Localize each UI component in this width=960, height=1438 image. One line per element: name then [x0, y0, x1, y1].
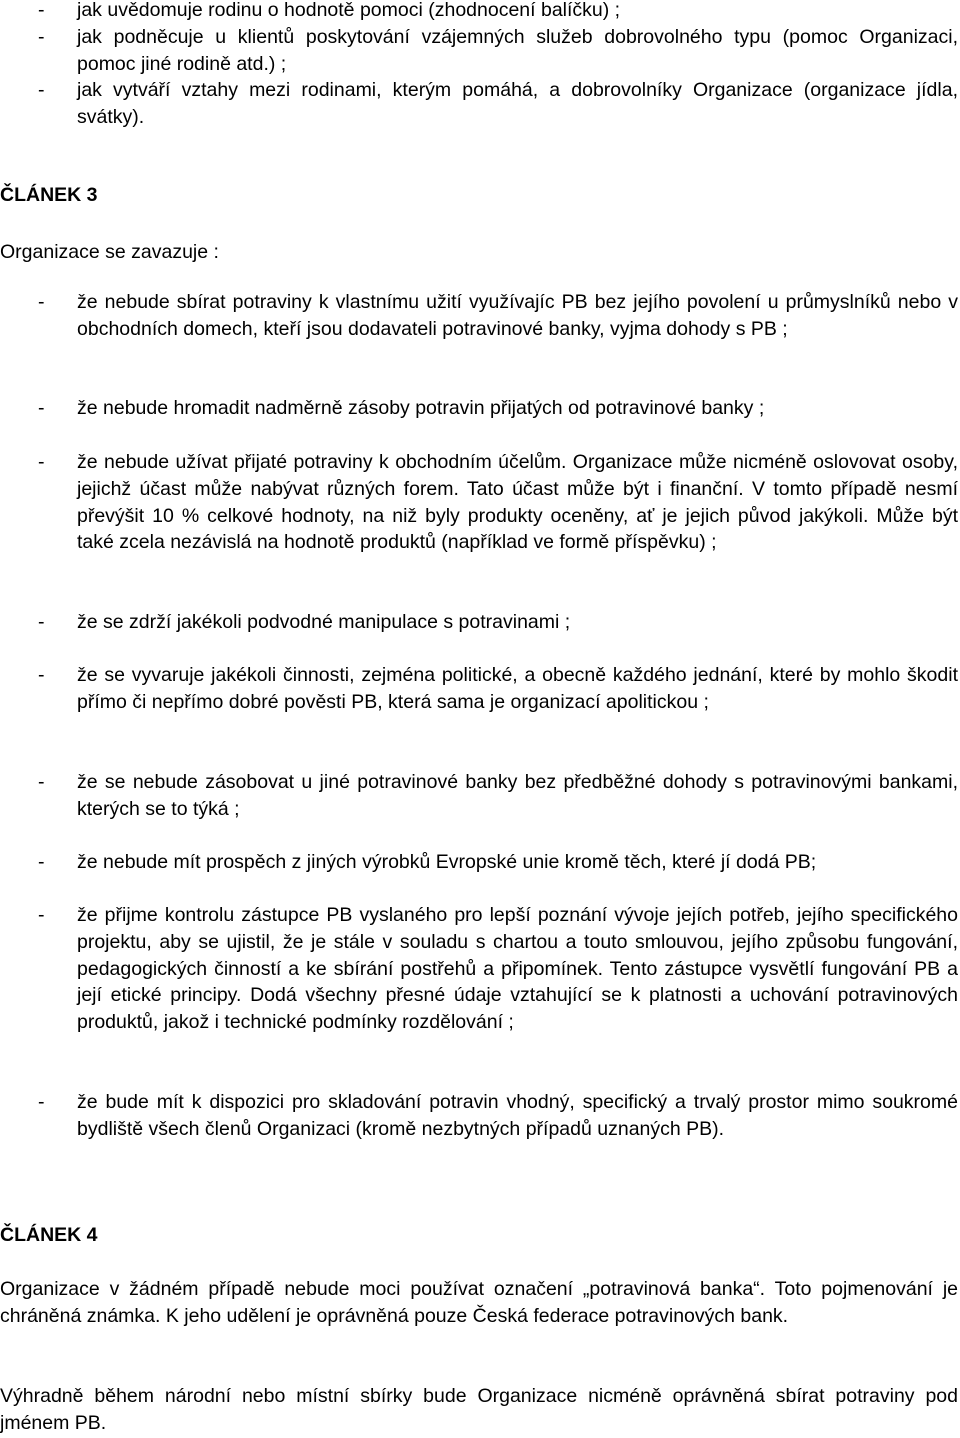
- list-item-text: že se nebude zásobovat u jiné potravinové banky bez předběžné dohody s potravinovými bankami, kterých se to týká ;: [77, 771, 958, 820]
- list-item: [0, 24, 958, 78]
- list-dash: -: [38, 771, 45, 793]
- list-dash: -: [38, 25, 45, 48]
- list-dash: -: [38, 611, 45, 633]
- list-item-text: že nebude sbírat potraviny k vlastnímu užití využívajíc PB bez jejího povolení u průmyslníků nebo v obchodních domech, kteří jsou dodavateli potravinové banky, vyjma dohody s PB ;: [77, 291, 958, 340]
- article-3-intro: Organizace se zavazuje :: [0, 241, 219, 263]
- list-dash: -: [38, 1091, 45, 1113]
- article-3-item: [0, 395, 958, 422]
- list-dash: -: [38, 291, 45, 313]
- article-3-item: [0, 1089, 958, 1143]
- article-3-item: [0, 449, 958, 556]
- list-item-text: jak podněcuje u klientů poskytování vzájemných služeb dobrovolného typu (pomoc Organizaci, pomoc jiné rodině atd.) ;: [77, 25, 958, 75]
- list-dash: -: [38, 664, 45, 686]
- list-item-text: že bude mít k dispozici pro skladování potravin vhodný, specifický a trvalý prostor mimo soukromé bydliště všech členů Organizaci (kromě nezbytných případů uznaných PB).: [77, 1091, 958, 1140]
- list-dash: -: [38, 851, 45, 873]
- list-dash: -: [38, 397, 45, 419]
- list-dash: -: [38, 79, 45, 102]
- list-item-text: jak vytváří vztahy mezi rodinami, kterým pomáhá, a dobrovolníky Organizace (organizace jídla, svátky).: [77, 79, 958, 129]
- list-item-text: že se zdrží jakékoli podvodné manipulace s potravinami ;: [77, 611, 571, 633]
- article-3-item: [0, 609, 958, 636]
- list-item: [0, 77, 958, 131]
- article-3-item: [0, 662, 958, 716]
- list-dash: -: [38, 0, 45, 21]
- article-3-item: [0, 289, 958, 343]
- article-4-paragraph: Organizace v žádném případě nebude moci používat označení „potravinová banka“. Toto pojmenování je chráněná známka. K jeho udělení je oprávněná pouze Česká federace potravinových bank.: [0, 1278, 958, 1327]
- article-3-item: [0, 769, 958, 823]
- article-4-paragraph: Výhradně během národní nebo místní sbírky bude Organizace nicméně oprávněná sbírat potraviny pod jménem PB.: [0, 1385, 958, 1434]
- list-dash: -: [38, 904, 45, 926]
- list-item-text: že nebude hromadit nadměrně zásoby potravin přijatých od potravinové banky ;: [77, 397, 765, 419]
- list-item-text: jak uvědomuje rodinu o hodnotě pomoci (zhodnocení balíčku) ;: [77, 0, 621, 21]
- article-3-item: [0, 849, 958, 876]
- list-item-text: že se vyvaruje jakékoli činnosti, zejména politické, a obecně každého jednání, které by mohlo škodit přímo či nepřímo dobré pověsti PB, která sama je organizací apolitickou ;: [77, 664, 958, 713]
- list-item: [0, 0, 958, 24]
- article-4-heading: ČLÁNEK 4: [0, 1224, 98, 1246]
- list-item-text: že nebude užívat přijaté potraviny k obchodním účelům. Organizace může nicméně oslovovat osoby, jejichž účast může nabývat různých forem. Tato účast může být i finanční. V tomto případě nesmí převýšit 10 % celkové hodnoty, na niž byly produkty oceněny, ať je jejich původ jakýkoli. Může být také zcela nezávislá na hodnotě produktů (například ve formě příspěvku) ;: [77, 451, 958, 554]
- top-list: [0, 0, 958, 131]
- list-item-text: že nebude mít prospěch z jiných výrobků Evropské unie kromě těch, které jí dodá PB;: [77, 851, 817, 873]
- list-dash: -: [38, 451, 45, 473]
- article-3-item: [0, 902, 958, 1036]
- article-3-heading: ČLÁNEK 3: [0, 184, 98, 206]
- list-item-text: že přijme kontrolu zástupce PB vyslaného pro lepší poznání vývoje jejích potřeb, jejího specifického projektu, aby se ujistil, že je stále v souladu s chartou a touto smlouvou, jejího způsobu fungování, pedagogických činností a ke sbírání postřehů a připomínek. Tento zástupce vysvětlí fungování PB a její etické principy. Dodá všechny přesné údaje vztahující se k platnosti a uchování potravinových produktů, jakož i technické podmínky rozdělování ;: [77, 904, 958, 1034]
